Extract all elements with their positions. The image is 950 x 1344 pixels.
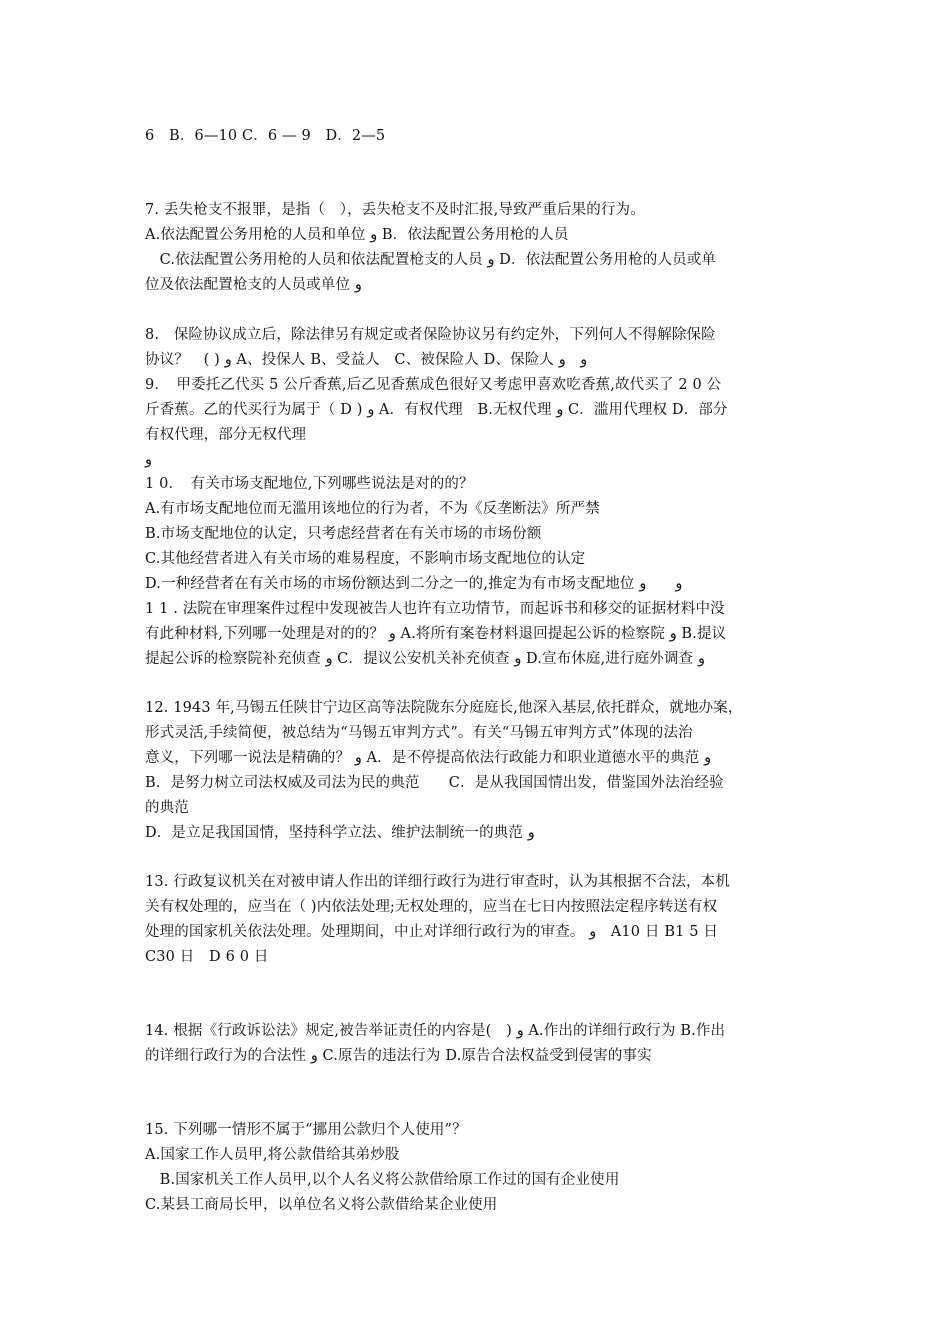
question-9-stem: 9． 甲委托乙代买 5 公斤香蕉,后乙见香蕉成色很好又考虑甲喜欢吃香蕉,故代买了 2 0 公: [145, 377, 722, 393]
text-line: C30 日 D 6 0 日: [145, 949, 269, 965]
text-line: 有权代理，部分无权代理: [145, 427, 307, 443]
text-line: و: [145, 452, 153, 468]
text-line: 的典范: [145, 800, 189, 816]
text-line: 斤香蕉。乙的代买行为属于（ D ) و A．有权代理 B.无权代理 و C．滥用代理权 D．部分: [145, 402, 728, 418]
text-line: C.某县工商局长甲，以单位名义将公款借给某企业使用: [145, 1197, 498, 1213]
question-14-stem: 14. 根据《行政诉讼法》规定,被告举证责任的内容是( ) و A.作出的详细行政行为 B.作出: [145, 1023, 726, 1039]
text-line: A.国家工作人员甲,将公款借给其弟炒股: [145, 1147, 400, 1163]
text-line: C.其他经营者进入有关市场的难易程度，不影响市场支配地位的认定: [145, 551, 586, 567]
text-line: B.国家机关工作人员甲,以个人名义将公款借给原工作过的国有企业使用: [145, 1172, 620, 1188]
text-line: 提起公诉的检察院补充侦查 و C．提议公安机关补充侦查 و D.宣布休庭,进行庭外调查 و: [145, 651, 706, 667]
text-line: 有此种材料,下列哪一处理是对的的？ و A.将所有案卷材料退回提起公诉的检察院 و B.提议: [145, 626, 727, 642]
question-11-stem: 1 1 . 法院在审理案件过程中发现被告人也许有立功情节，而起诉书和移交的证据材料中没: [145, 601, 725, 617]
text-line: 形式灵活,手续简便，被总结为“马锡五审判方式”。有关“马锡五审判方式”体现的法治: [145, 725, 693, 741]
text-line: 的详细行政行为的合法性 و C.原告的违法行为 D.原告合法权益受到侵害的事实: [145, 1048, 652, 1064]
question-15-stem: 15. 下列哪一情形不属于“挪用公款归个人使用”？: [145, 1122, 467, 1138]
question-7-stem: 7. 丢失枪支不报罪，是指（ ），丢失枪支不及时汇报,导致严重后果的行为。: [145, 202, 645, 218]
question-10-stem: 1 0． 有关市场支配地位,下列哪些说法是对的的？: [145, 476, 474, 492]
question-13-stem: 13. 行政复议机关在对被申请人作出的详细行政行为进行审查时，认为其根据不合法，本机: [145, 874, 730, 890]
text-line: B．是努力树立司法权威及司法为民的典范 C．是从我国国情出发，借鉴国外法治经验: [145, 775, 724, 791]
text-line: A.依法配置公务用枪的人员和单位 و B．依法配置公务用枪的人员: [145, 227, 569, 243]
question-12-stem: 12. 1943 年,马锡五任陕甘宁边区高等法院陇东分庭庭长,他深入基层,依托群众，就地办案，: [145, 700, 743, 716]
text-line: D.一种经营者在有关市场的市场份额达到二分之一的,推定为有市场支配地位 و و: [145, 576, 683, 592]
text-line: 位及依法配置枪支的人员或单位 و: [145, 277, 362, 293]
text-line: 协议？ ( ) و A、投保人 B、受益人 C、被保险人 D、保险人 و و: [145, 352, 588, 368]
text-line: C.依法配置公务用枪的人员和依法配置枪支的人员 و D．依法配置公务用枪的人员或单: [145, 252, 717, 268]
text-line: 6 B．6—10 C．6 — 9 D．2—5: [145, 128, 386, 144]
text-line: D．是立足我国国情，坚持科学立法、维护法制统一的典范 و: [145, 825, 535, 841]
text-line: B.市场支配地位的认定，只考虑经营者在有关市场的市场份额: [145, 526, 542, 542]
text-line: 关有权处理的，应当在（ )内依法处理;无权处理的，应当在七日内按照法定程序转送有权: [145, 899, 718, 915]
text-line: 处理的国家机关依法处理。处理期间，中止对详细行政行为的审查。 و A10 日 B1 5 日: [145, 924, 719, 940]
question-8-stem: 8. 保险协议成立后，除法律另有规定或者保险协议另有约定外，下列何人不得解除保险: [145, 327, 716, 343]
text-line: A.有市场支配地位而无滥用该地位的行为者，不为《反垄断法》所严禁: [145, 501, 600, 517]
text-line: 意义，下列哪一说法是精确的？ و A．是不停提高依法行政能力和职业道德水平的典范 و: [145, 750, 712, 766]
